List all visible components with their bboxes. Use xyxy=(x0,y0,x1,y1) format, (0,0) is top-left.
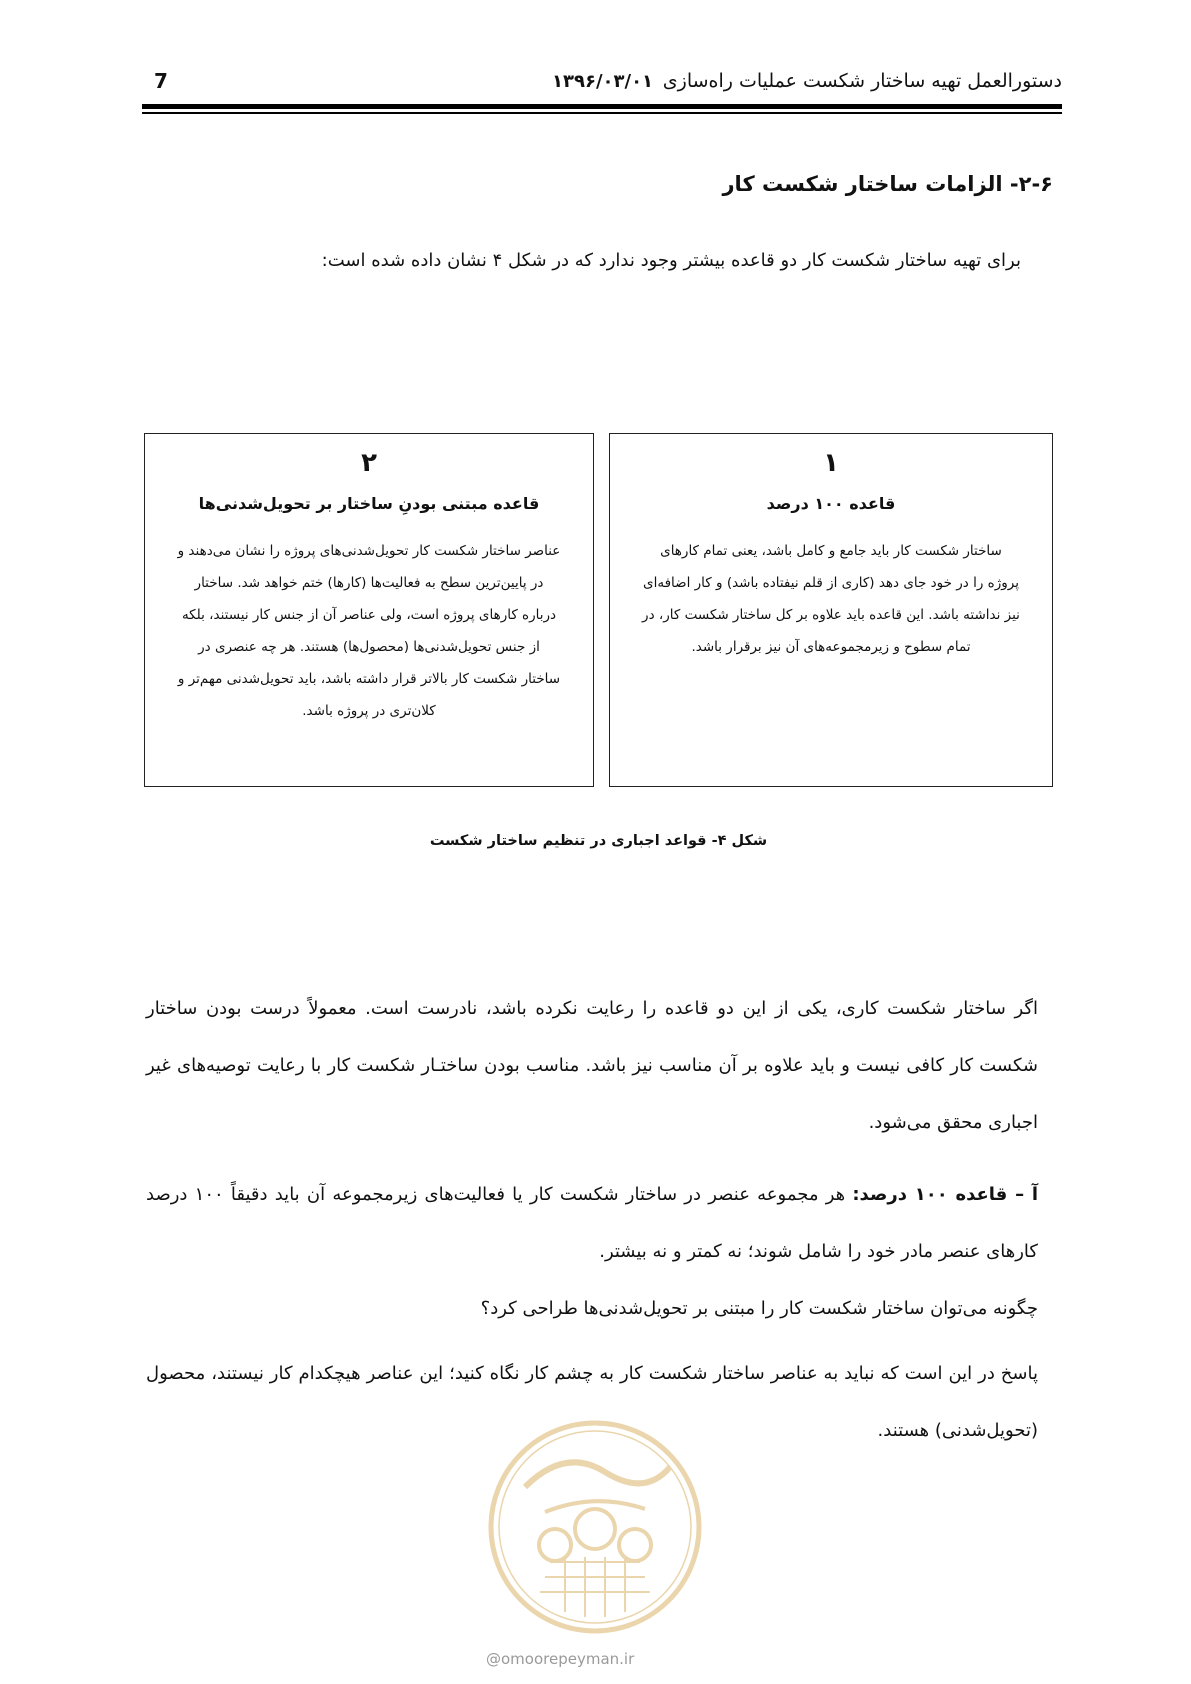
page-header xyxy=(142,66,1062,96)
rule-box-line: نیز نداشته باشد. این قاعده باید علاوه بر کل ساختار شکست کار، در xyxy=(642,607,1020,623)
rule-box-line: تمام سطوح و زیرمجموعه‌های آن نیز برقرار باشد. xyxy=(691,639,971,655)
rule-box-line: از جنس تحویل‌شدنی‌ها (محصول‌ها) هستند. هر چه عنصری در xyxy=(198,639,540,655)
header-rule-thin xyxy=(142,112,1062,114)
body-paragraph-2 xyxy=(146,1166,1038,1280)
body-paragraph-1: اگر ساختار شکست کاری، یکی از این دو قاعده را رعایت نکرده باشد، نادرست است. معمولاً درست بودن ساختار شکست کار کافی نیست و باید علاوه بر آن مناسب نیز باشد. مناسب بودن ساختـار شکست کار با رعایت توصیه‌های غیر اجباری محقق می‌شود. xyxy=(146,998,1038,1133)
header-title: دستورالعمل تهیه ساختار شکست عملیات راه‌سازی xyxy=(662,70,1062,92)
rule-box-line: ساختار شکست کار باید جامع و کامل باشد، یعنی تمام کارهای xyxy=(660,543,1002,559)
intro-paragraph: برای تهیه ساختار شکست کار دو قاعده بیشتر وجود ندارد که در شکل ۴ نشان داده شده است: xyxy=(321,250,1021,271)
page-number: 7 xyxy=(154,69,168,93)
rule-label: آ – قاعده ۱۰۰ درصد: xyxy=(852,1184,1038,1205)
header-rule-thick xyxy=(142,104,1062,109)
rule-box-number: ۱ xyxy=(823,448,839,478)
watermark-site: @omoorepeyman.ir xyxy=(486,1650,635,1668)
rule-box-line: کلان‌تری در پروژه باشد. xyxy=(302,703,436,719)
rule-box-1 xyxy=(609,433,1053,787)
rule-box-line: در پایین‌ترین سطح به فعالیت‌ها (کارها) ختم خواهد شد. ساختار xyxy=(194,575,544,591)
body-paragraph-3: چگونه می‌توان ساختار شکست کار را مبتنی بر تحویل‌شدنی‌ها طراحی کرد؟ xyxy=(480,1298,1038,1319)
rule-text: هر مجموعه عنصر در ساختار شکست کار یا فعالیت‌های زیرمجموعه آن باید دقیقاً ۱۰۰ درصد کارهای عنصر مادر خود را شامل شوند؛ نه کمتر و نه بیشتر. xyxy=(146,1184,1038,1262)
body-paragraph-4: پاسخ در این است که نباید به عناصر ساختار شکست کار به چشم کار نگاه کنید؛ این عناصر هیچکدام کار نیستند، محصول (تحویل‌شدنی) هستند. xyxy=(146,1363,1038,1441)
rule-box-2 xyxy=(144,433,594,787)
rule-box-body xyxy=(159,535,579,727)
watermark-seal xyxy=(485,1417,705,1637)
rule-box-line: عناصر ساختار شکست کار تحویل‌شدنی‌های پروژه را نشان می‌دهند و xyxy=(177,543,561,559)
rule-box-line: درباره کارهای پروژه است، ولی عناصر آن از جنس کار نیستند، بلکه xyxy=(181,607,557,623)
rule-box-number: ۲ xyxy=(361,448,377,478)
rule-box-body xyxy=(624,535,1038,663)
header-date: ۱۳۹۶/۰۳/۰۱ xyxy=(552,71,654,92)
rule-box-title: قاعده ۱۰۰ درصد xyxy=(766,494,896,513)
rule-box-title: قاعده مبتنی بودنِ ساختار بر تحویل‌شدنی‌ها xyxy=(198,494,540,513)
rule-box-line: ساختار شکست کار بالاتر قرار داشته باشد، باید تحویل‌شدنی مهم‌تر و xyxy=(177,671,561,687)
figure-caption: شکل ۴- قواعد اجباری در تنظیم ساختار شکست xyxy=(429,833,768,849)
section-title: ۲-۶- الزامات ساختار شکست کار xyxy=(722,172,1053,196)
rule-box-line: پروژه را در خود جای دهد (کاری از قلم نیفتاده باشد) و کار اضافه‌ای xyxy=(643,575,1019,591)
